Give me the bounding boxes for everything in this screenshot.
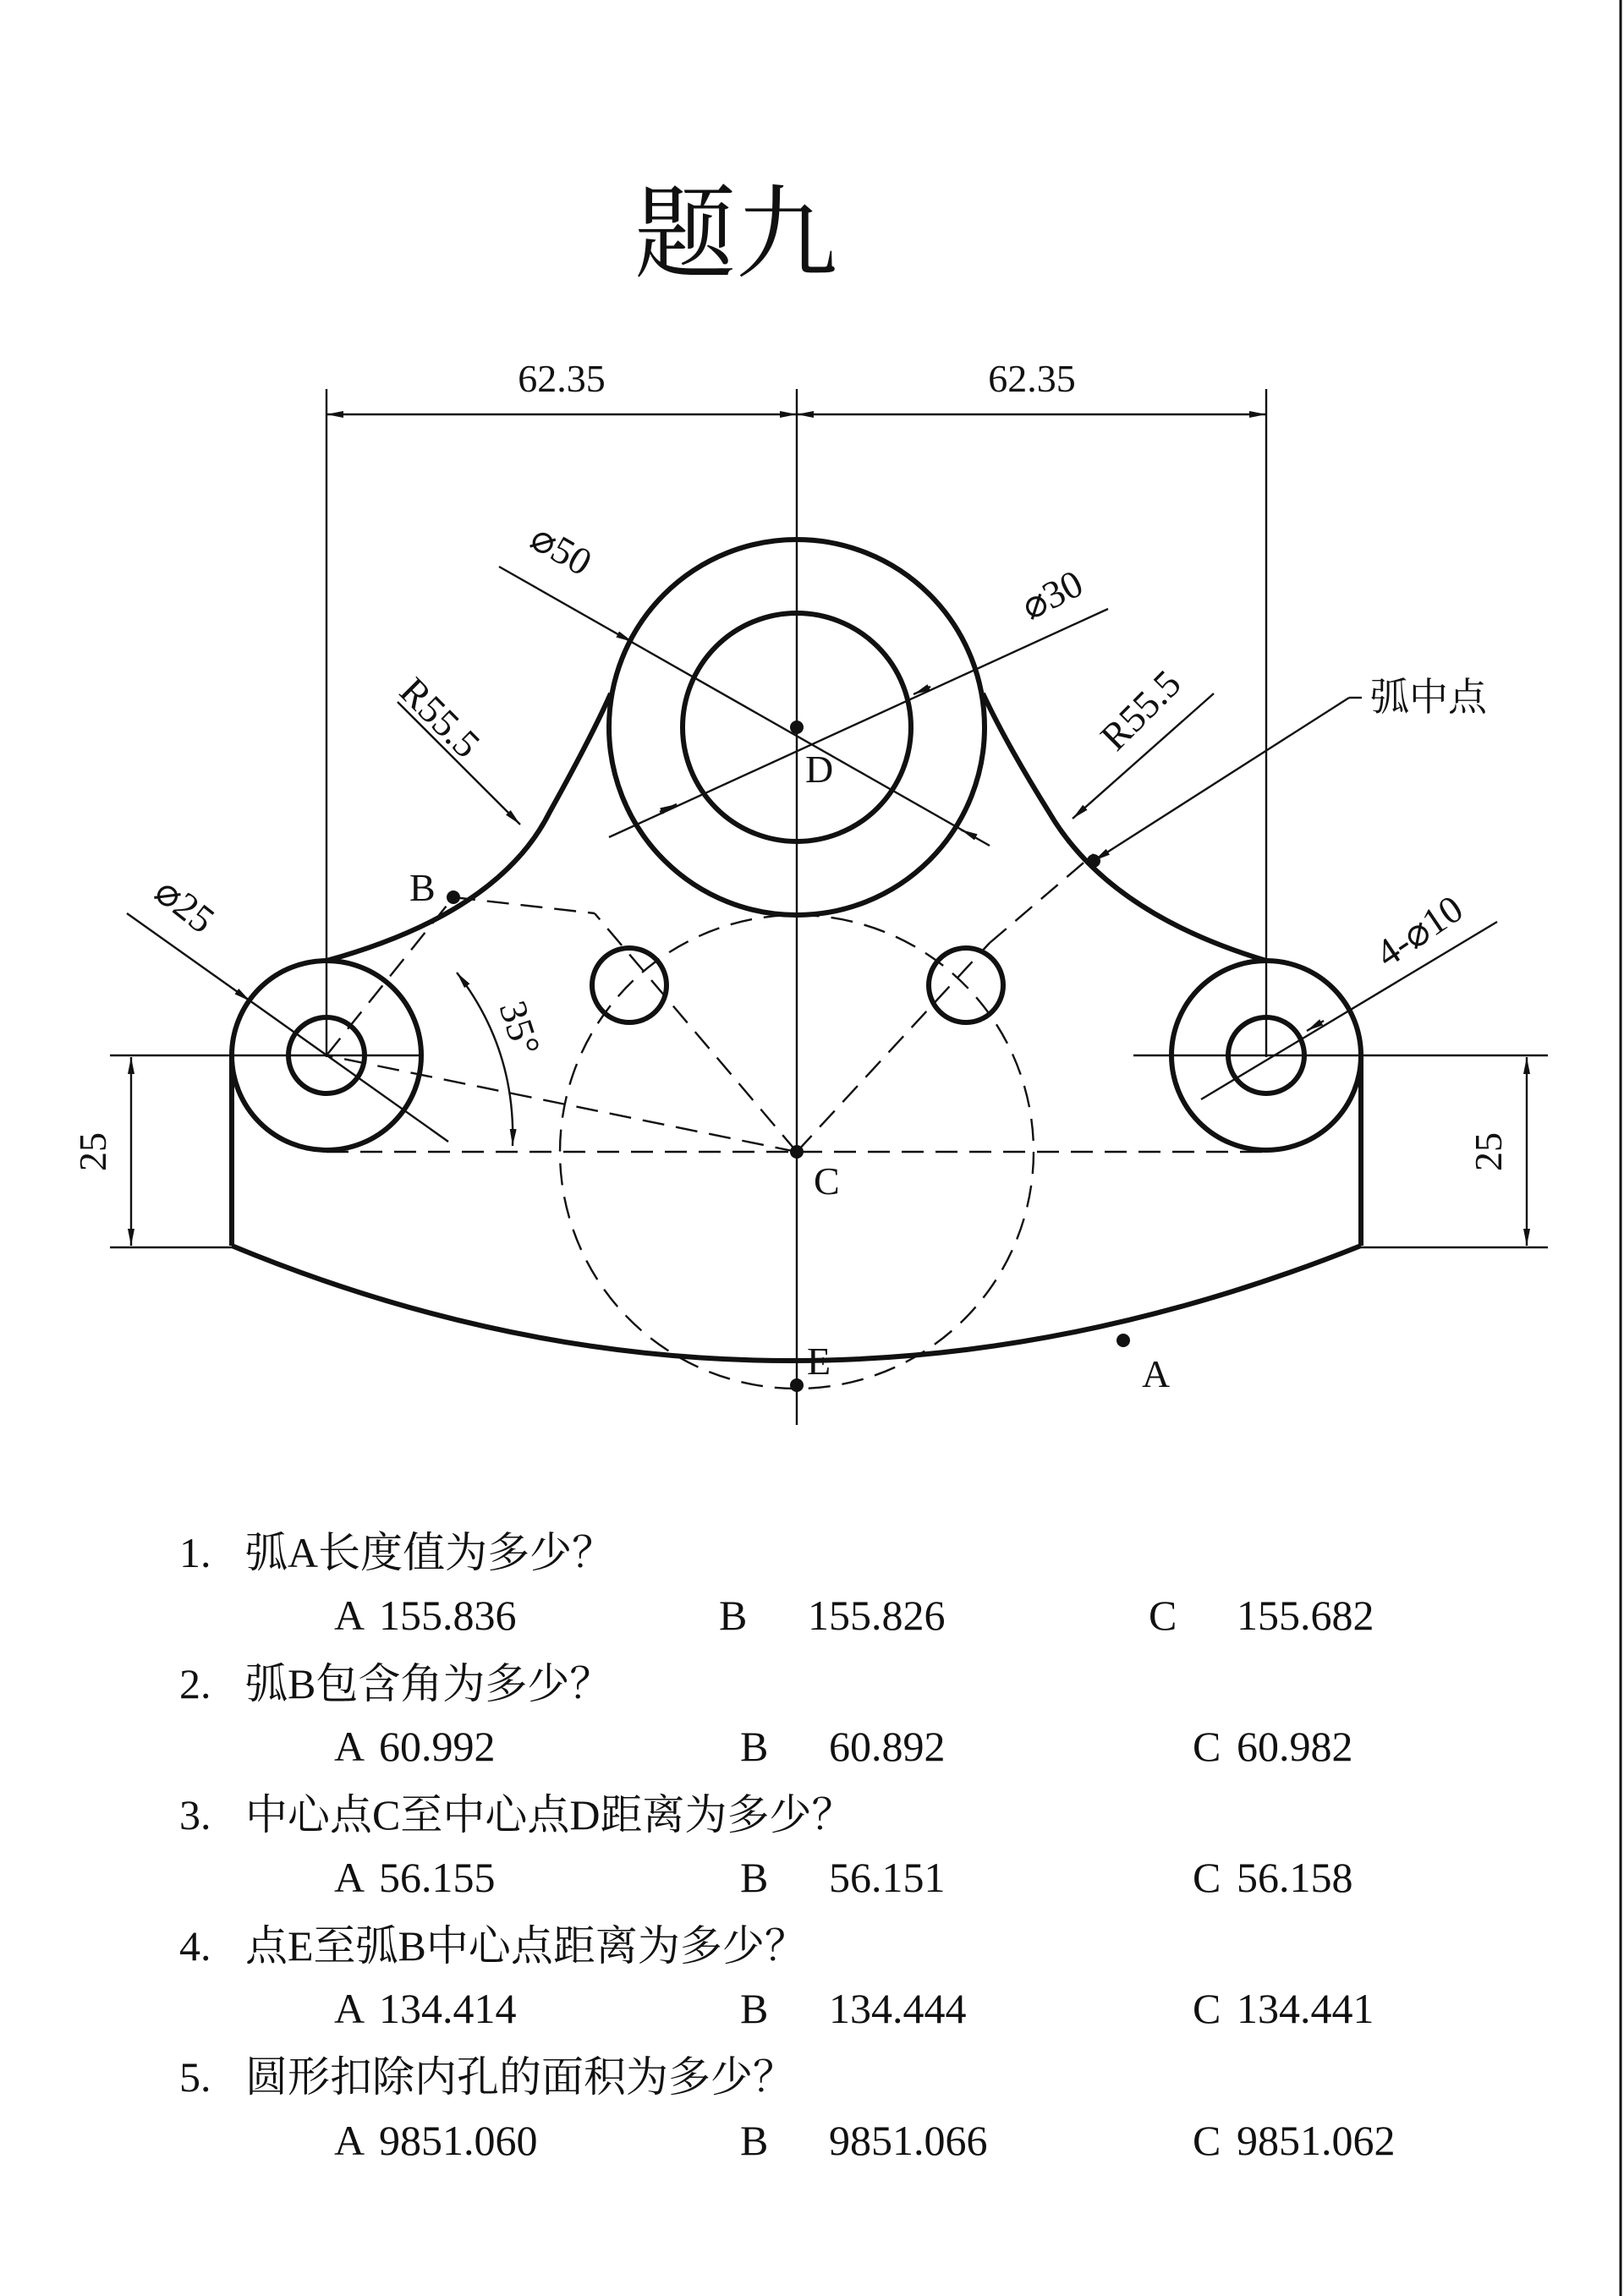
dim-inner-circle: ⌀30 xyxy=(1014,561,1090,628)
dim-right-height: 25 xyxy=(1467,1132,1510,1171)
option-value: 60.892 xyxy=(829,1723,946,1770)
option-value: 134.444 xyxy=(829,1985,967,2032)
question-text: 弧B包含角为多少？ xyxy=(245,1660,612,1707)
dim-left-height: 25 xyxy=(71,1132,114,1171)
question-5 xyxy=(179,2053,1396,2164)
question-number: 1. xyxy=(179,1529,211,1576)
option-value: 9851.060 xyxy=(379,2117,538,2164)
points xyxy=(447,721,1130,1392)
point-e xyxy=(790,1378,804,1392)
option-value: 134.441 xyxy=(1237,1985,1374,2032)
question-2 xyxy=(179,1660,1353,1770)
option-letter: B xyxy=(740,1723,769,1770)
option-value: 155.682 xyxy=(1237,1592,1374,1639)
label-a: A xyxy=(1142,1352,1171,1395)
point-b xyxy=(447,890,460,904)
option-letter: C xyxy=(1149,1592,1177,1639)
option-letter: A xyxy=(334,1592,365,1639)
point-a xyxy=(1116,1334,1130,1347)
question-text: 圆形扣除内孔的面积为多少？ xyxy=(245,2053,795,2101)
option-letter: B xyxy=(740,2117,769,2164)
dim-right-span: 62.35 xyxy=(988,357,1076,400)
option-letter: B xyxy=(740,1985,769,2032)
question-3 xyxy=(179,1791,1353,1901)
option-value: 155.826 xyxy=(808,1592,946,1639)
page-title: 题九 xyxy=(634,176,837,293)
dim-left-radius: R55.5 xyxy=(391,669,489,766)
point-c xyxy=(790,1145,804,1159)
option-letter: A xyxy=(334,1985,365,2032)
option-value: 9851.066 xyxy=(829,2117,988,2164)
dim-left-span: 62.35 xyxy=(518,357,606,400)
question-text: 点E至弧B中心点距离为多少？ xyxy=(245,1922,807,1970)
dim-big-circle: ⌀50 xyxy=(524,515,600,584)
label-c: C xyxy=(814,1159,840,1203)
question-number: 5. xyxy=(179,2053,211,2101)
option-value: 60.982 xyxy=(1237,1723,1353,1770)
option-letter: C xyxy=(1193,1985,1221,2032)
question-number: 2. xyxy=(179,1660,211,1707)
label-b: B xyxy=(409,866,436,909)
option-value: 56.155 xyxy=(379,1854,496,1901)
option-letter: C xyxy=(1193,2117,1221,2164)
label-arc-mid: 弧中点 xyxy=(1370,676,1487,719)
option-letter: A xyxy=(334,2117,365,2164)
point-d xyxy=(790,721,804,734)
label-d: D xyxy=(805,748,834,791)
option-letter: B xyxy=(740,1854,769,1901)
option-value: 134.414 xyxy=(379,1985,517,2032)
dim-right-radius: R55.5 xyxy=(1092,661,1189,759)
question-4 xyxy=(179,1922,1374,2032)
question-number: 3. xyxy=(179,1791,211,1838)
option-letter: A xyxy=(334,1854,365,1901)
question-text: 弧A长度值为多少？ xyxy=(245,1529,615,1576)
dim-small-circle: ⌀25 xyxy=(146,869,223,942)
option-value: 155.836 xyxy=(379,1592,517,1639)
question-number: 4. xyxy=(179,1922,211,1970)
question-1 xyxy=(179,1529,1374,1639)
option-letter: C xyxy=(1193,1854,1221,1901)
option-letter: C xyxy=(1193,1723,1221,1770)
dim-holes: 4-⌀10 xyxy=(1368,886,1471,976)
option-value: 60.992 xyxy=(379,1723,496,1770)
question-text: 中心点C至中心点D距离为多少？ xyxy=(245,1791,854,1838)
option-value: 56.151 xyxy=(829,1854,946,1901)
option-letter: B xyxy=(719,1592,748,1639)
option-letter: A xyxy=(334,1723,365,1770)
option-value: 56.158 xyxy=(1237,1854,1353,1901)
questions xyxy=(179,1529,1396,2164)
label-e: E xyxy=(807,1340,831,1383)
dim-angle: 35° xyxy=(491,995,549,1061)
option-value: 9851.062 xyxy=(1237,2117,1396,2164)
dim-leaders xyxy=(127,567,1497,1146)
